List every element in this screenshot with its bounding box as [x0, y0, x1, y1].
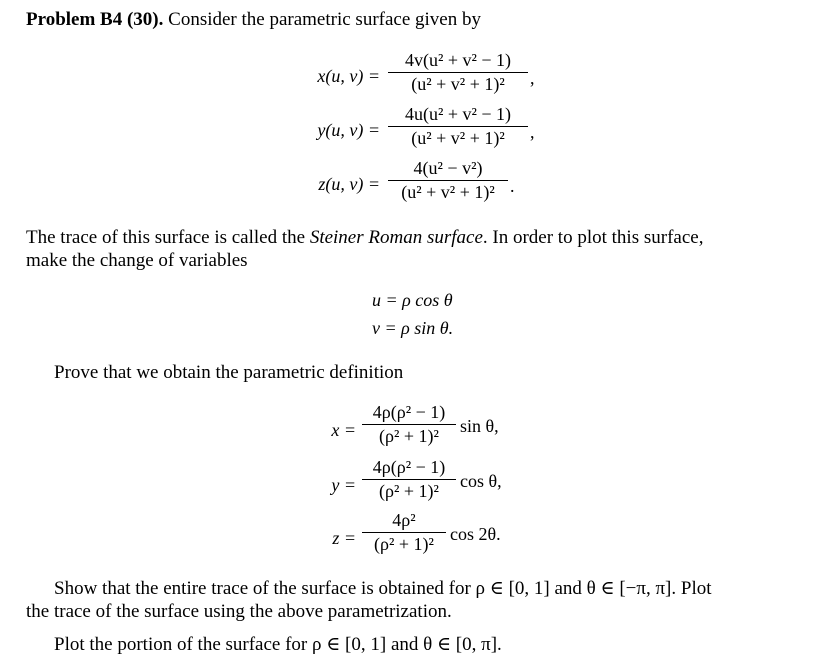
eq-z-rho-tail: cos 2θ. [450, 524, 501, 544]
problem-heading: Problem B4 (30). [26, 9, 164, 30]
eq-x-rho-numerator: 4ρ(ρ² − 1) [372, 402, 446, 422]
eq-z-rho-lhs: z = [332, 528, 356, 548]
trace-paragraph-line2: make the change of variables [26, 250, 248, 271]
change-v-lhs: v = [372, 318, 402, 338]
eq-x-rho-fraction [362, 402, 456, 447]
change-u-rhs: ρ cos θ [402, 290, 453, 310]
plot-paragraph: Plot the portion of the surface for ρ ∈ [0, 1] and θ ∈ [0, π]. [54, 634, 502, 655]
trace-text-a: The trace of this surface is called the [26, 227, 310, 248]
fraction-bar [362, 532, 446, 533]
eq-z-uv-tail: . [510, 176, 515, 196]
eq-z-rho-fraction [362, 510, 446, 555]
fraction-bar [388, 180, 508, 181]
fraction-bar [362, 479, 456, 480]
eq-y-uv-tail: , [530, 122, 535, 142]
change-u [372, 290, 453, 311]
trace-text-b: . In order to plot this surface, [482, 227, 704, 248]
eq-x-uv-fraction [388, 50, 528, 95]
eq-y-uv-fraction [388, 104, 528, 149]
eq-x-uv-numerator: 4v(u² + v² − 1) [404, 50, 512, 70]
eq-y-rho-numerator: 4ρ(ρ² − 1) [372, 457, 446, 477]
eq-x-uv-tail: , [530, 68, 535, 88]
eq-y-uv-numerator: 4u(u² + v² − 1) [404, 104, 512, 124]
fraction-bar [388, 72, 528, 73]
eq-x-uv-lhs: x(u, v) = [317, 66, 380, 86]
change-u-lhs: u = [372, 290, 403, 310]
trace-paragraph-line1 [26, 226, 703, 250]
eq-y-rho-fraction [362, 457, 456, 502]
eq-x-rho-tail: sin θ, [460, 416, 499, 436]
eq-y-rho-denominator: (ρ² + 1)² [379, 481, 439, 501]
eq-z-rho-denominator: (ρ² + 1)² [374, 534, 434, 554]
surface-name: Steiner Roman surface [309, 227, 483, 248]
eq-y-uv-denominator: (u² + v² + 1)² [411, 128, 505, 148]
eq-z-rho-numerator: 4ρ² [392, 510, 416, 530]
show-paragraph-line1: Show that the entire trace of the surface is obtained for ρ ∈ [0, 1] and θ ∈ [−π, π]. Plot [54, 578, 712, 599]
eq-x-uv-denominator: (u² + v² + 1)² [411, 74, 505, 94]
eq-z-uv-denominator: (u² + v² + 1)² [401, 182, 495, 202]
change-v-rhs: ρ sin θ. [401, 318, 454, 338]
eq-z-uv-fraction [388, 158, 508, 203]
show-paragraph-line2: the trace of the surface using the above parametrization. [26, 601, 452, 622]
change-v [372, 318, 453, 339]
eq-x-rho-lhs: x = [331, 420, 356, 440]
eq-x-rho-denominator: (ρ² + 1)² [379, 426, 439, 446]
eq-y-rho-lhs: y = [331, 475, 356, 495]
eq-y-rho-tail: cos θ, [460, 471, 502, 491]
eq-z-uv-numerator: 4(u² − v²) [413, 158, 483, 178]
fraction-bar [362, 424, 456, 425]
problem-statement [26, 8, 481, 32]
eq-y-uv-lhs: y(u, v) = [317, 120, 380, 140]
eq-z-uv-lhs: z(u, v) = [318, 174, 380, 194]
problem-intro: Consider the parametric surface given by [168, 9, 481, 30]
prove-paragraph: Prove that we obtain the parametric definition [54, 362, 404, 383]
fraction-bar [388, 126, 528, 127]
